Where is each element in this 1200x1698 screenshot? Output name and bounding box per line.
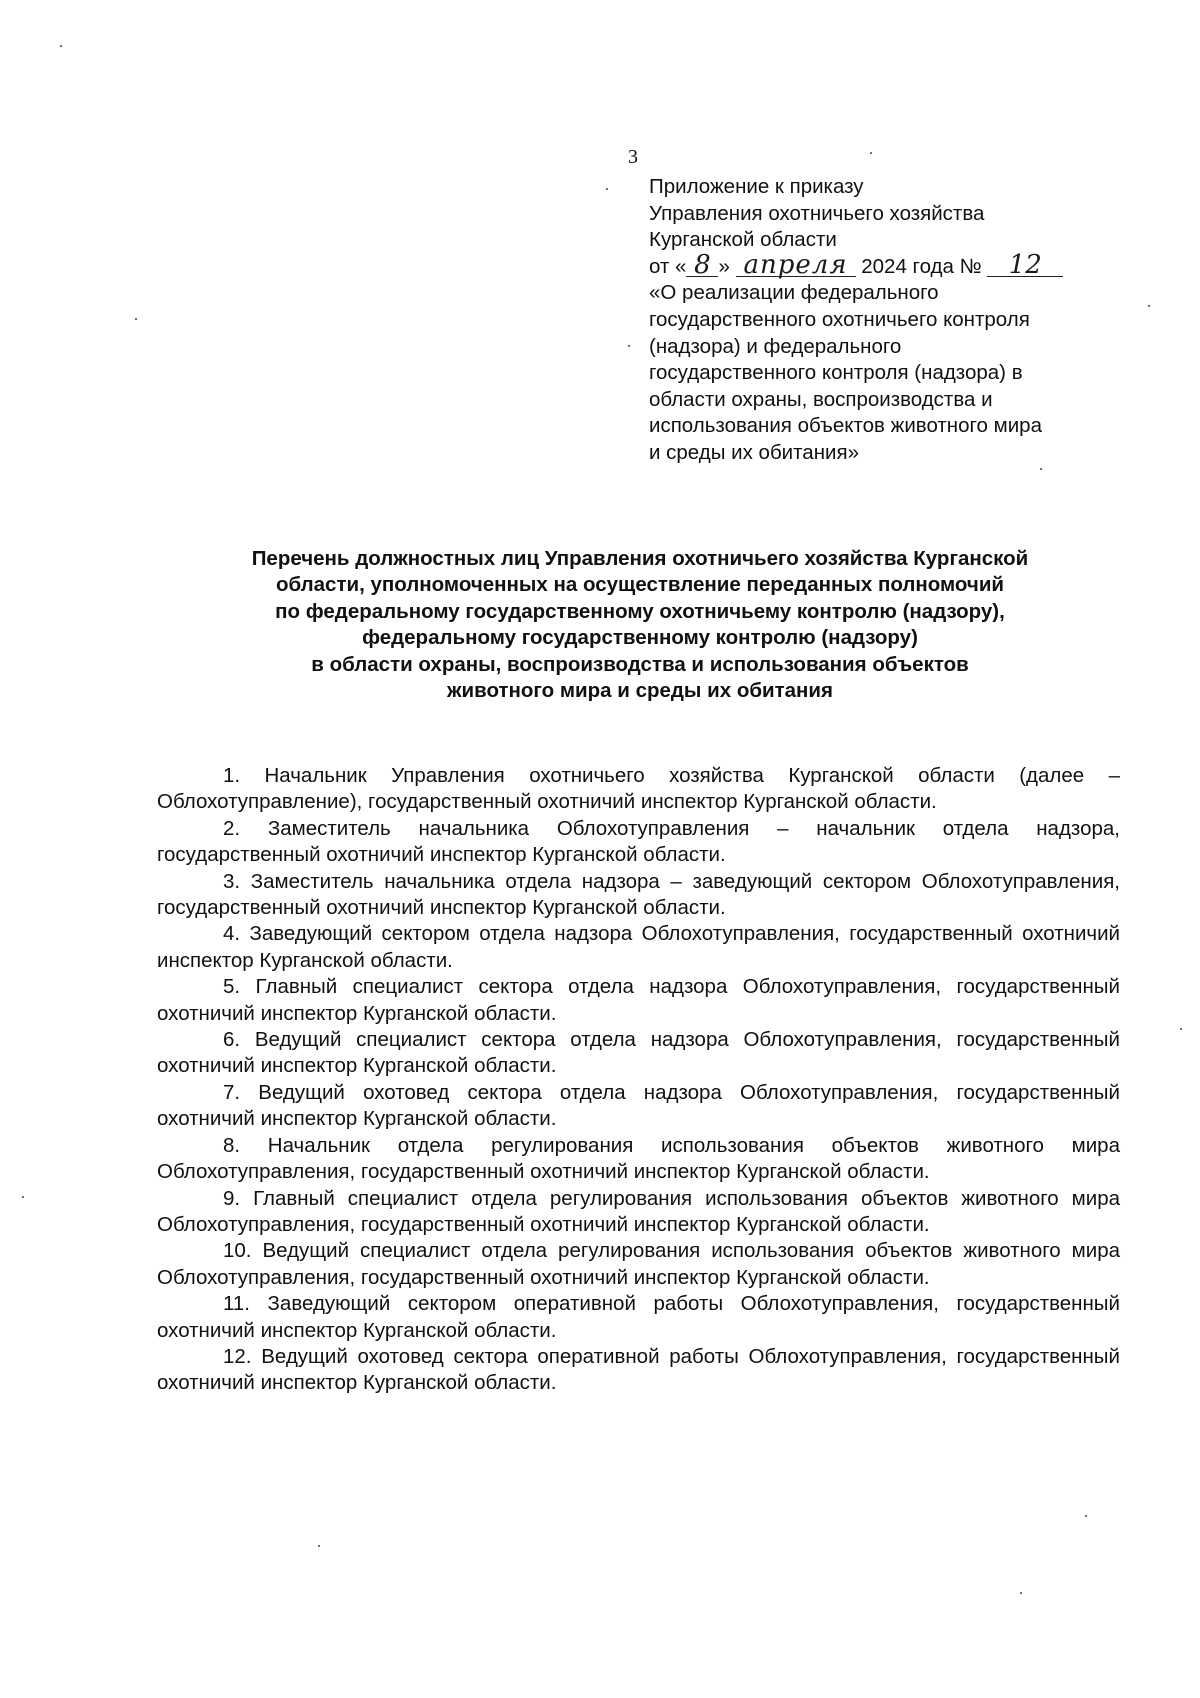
page-number: 3 — [628, 146, 638, 168]
date-year-text: 2024 года № — [861, 254, 982, 278]
list-item: 6. Ведущий специалист сектора отдела надзора Облохотуправления, государственный охотничий инспектор Курганской области. — [157, 1028, 1120, 1078]
appendix-line: Управления охотничьего хозяйства — [649, 201, 985, 225]
document-title — [150, 546, 1130, 704]
list-item: 4. Заведующий сектором отдела надзора Облохотуправления, государственный охотничий инспектор Курганской области. — [157, 922, 1120, 972]
scan-speck — [606, 188, 608, 190]
title-line: животного мира и среды их обитания — [446, 679, 833, 703]
scan-speck — [628, 345, 630, 347]
handwritten-month: апреля — [736, 254, 856, 277]
order-title-line: государственного охотничьего контроля — [649, 307, 1030, 331]
title-line: области, уполномоченных на осуществление переданных полномочий — [275, 573, 1005, 597]
list-item: 5. Главный специалист сектора отдела надзора Облохотуправления, государственный охотничий инспектор Курганской области. — [157, 975, 1120, 1025]
official-list — [157, 763, 1120, 1397]
list-item: 11. Заведующий сектором оперативной работы Облохотуправления, государственный охотничий инспектор Курганской области. — [157, 1292, 1120, 1342]
handwritten-day: 8 — [686, 254, 718, 277]
appendix-line: Приложение к приказу — [649, 175, 864, 198]
scan-speck — [1148, 305, 1150, 307]
order-title-line: государственного контроля (надзора) в — [649, 361, 1023, 385]
title-line: Перечень должностных лиц Управления охотничьего хозяйства Курганской — [251, 547, 1029, 570]
scan-speck — [1020, 1592, 1022, 1594]
title-line: федеральному государственному контролю (надзору) — [362, 626, 918, 650]
order-title-line: области охраны, воспроизводства и — [649, 387, 993, 411]
scan-speck — [318, 1545, 320, 1547]
appendix-line: Курганской области — [649, 228, 837, 252]
scan-speck — [1040, 468, 1042, 470]
scan-speck — [22, 1196, 24, 1198]
list-item: 8. Начальник отдела регулирования использования объектов животного мира Облохотуправления, государственный охотничий инспектор Курганской области. — [157, 1133, 1120, 1184]
title-line: в области охраны, воспроизводства и использования объектов — [311, 652, 969, 676]
order-title-line: и среды их обитания» — [649, 440, 859, 464]
handwritten-order-number: 12 — [987, 254, 1063, 277]
scan-speck — [1180, 1028, 1182, 1030]
list-item: 2. Заместитель начальника Облохотуправления – начальник отдела надзора, государственный охотничий инспектор Курганской области. — [157, 816, 1120, 867]
scan-speck — [1085, 1515, 1087, 1517]
scan-speck — [870, 152, 872, 154]
list-item: 1. Начальник Управления охотничьего хозяйства Курганской области (далее – Облохотуправление), государственный охотничий инспектор Курганской области. — [157, 764, 1120, 814]
date-quote-close: » — [718, 254, 730, 278]
order-date-line — [649, 249, 1119, 281]
list-item: 7. Ведущий охотовед сектора отдела надзора Облохотуправления, государственный охотничий инспектор Курганской области. — [157, 1080, 1120, 1131]
list-item: 3. Заместитель начальника отдела надзора – заведующий сектором Облохотуправления, государственный охотничий инспектор Курганской области. — [157, 869, 1120, 920]
order-title-line: использования объектов животного мира — [649, 414, 1042, 438]
scan-speck — [60, 45, 62, 47]
list-item: 10. Ведущий специалист отдела регулирования использования объектов животного мира Облохотуправления, государственный охотничий инспектор Курганской области. — [157, 1239, 1120, 1289]
list-item: 12. Ведущий охотовед сектора оперативной работы Облохотуправления, государственный охотничий инспектор Курганской области. — [157, 1344, 1120, 1395]
list-item: 9. Главный специалист отдела регулирования использования объектов животного мира Облохотуправления, государственный охотничий инспектор Курганской области. — [157, 1186, 1120, 1236]
appendix-block — [649, 174, 1119, 467]
title-line: по федеральному государственному охотничьему контролю (надзору), — [275, 599, 1005, 623]
order-title-line: «О реализации федерального — [649, 281, 939, 305]
scan-speck — [135, 318, 137, 320]
order-title-line: (надзора) и федерального — [649, 334, 902, 358]
date-prefix: от « — [649, 254, 687, 278]
